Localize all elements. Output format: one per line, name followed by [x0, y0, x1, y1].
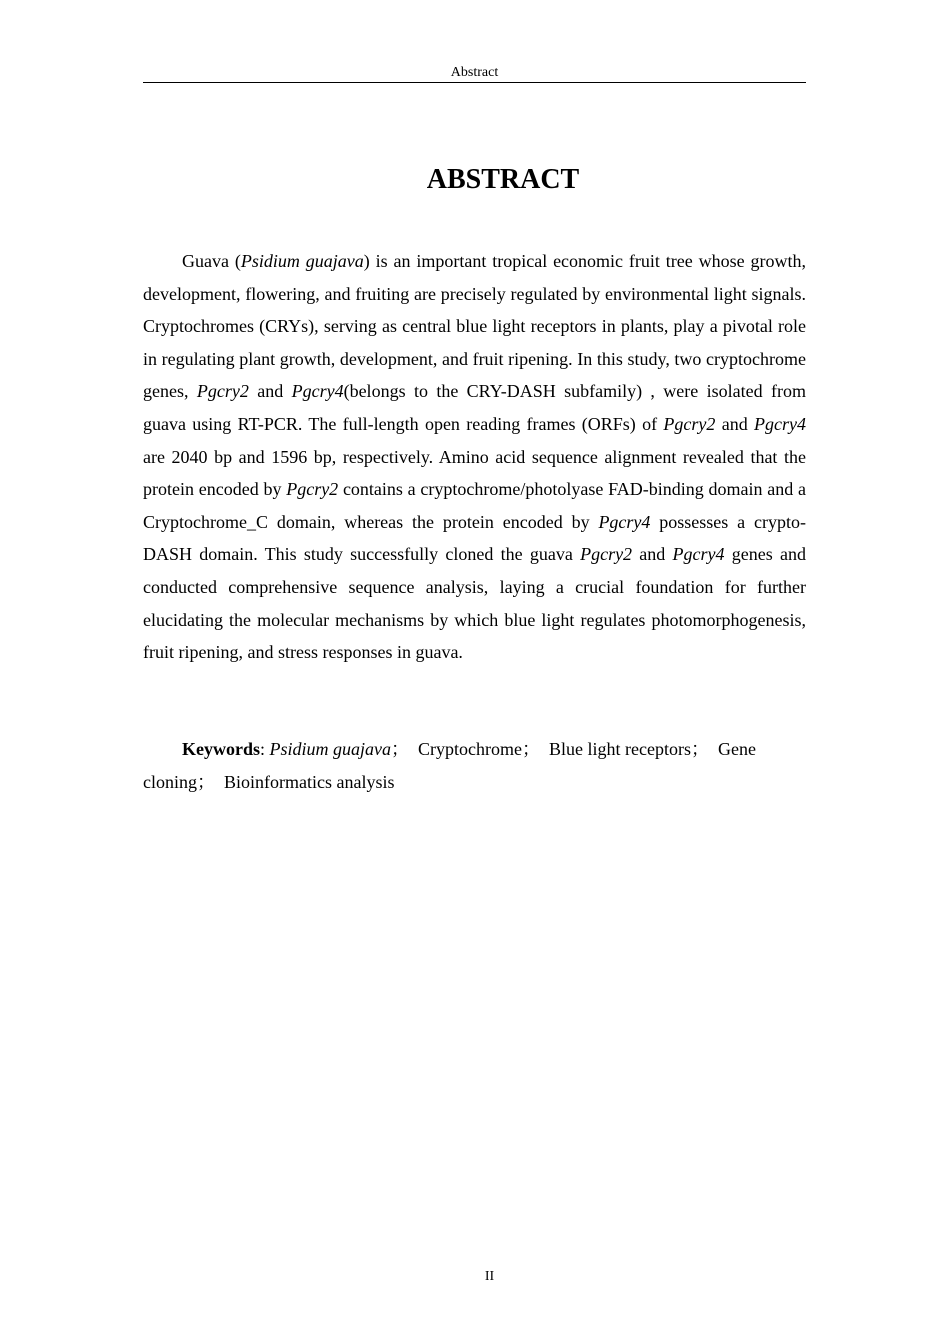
keywords-label: Keywords [182, 739, 260, 759]
abstract-text: contains a cryptochrome/photolyase FAD-binding domain and a Cryptochrome_C domain, whereas the protein encoded by [143, 479, 806, 532]
page-number: II [484, 1269, 495, 1284]
keywords-paragraph [143, 733, 806, 798]
gene-name: Pgcry4 [672, 544, 725, 565]
keyword-separator: ； [197, 771, 224, 792]
abstract-text: possesses a crypto-DASH domain. This study successfully cloned the guava [143, 511, 806, 565]
species-name: Psidium guajava [240, 251, 364, 271]
abstract-paragraph [143, 245, 806, 669]
abstract-text: ) is an important tropical economic fruit tree whose growth, development, flowering, and fruiting are precisely regulated by environmental light signals. Cryptochromes (CRYs), serving as central blue light receptors in plants, play a pivotal role in regulating plant growth, development, and fruit ripening. In this study, two cryptochrome genes, [143, 251, 806, 402]
abstract-text: are 2040 bp and 1596 bp, respectively. Amino acid sequence alignment revealed that the protein encoded by [143, 446, 806, 500]
gene-name: Pgcry2 [286, 479, 339, 500]
abstract-text: genes and conducted comprehensive sequence analysis, laying a crucial foundation for further elucidating the molecular mechanisms by which blue light regulates photomorphogenesis, fruit ripening, and stress responses in guava. [143, 544, 806, 663]
abstract-text: and [715, 413, 755, 434]
gene-name: Pgcry2 [663, 413, 716, 434]
gene-name: Pgcry4 [291, 381, 344, 402]
abstract-title: ABSTRACT [426, 164, 580, 195]
header-rule [143, 82, 806, 83]
abstract-text: and [248, 381, 292, 402]
gene-name: Pgcry4 [598, 511, 651, 532]
keyword-item: Blue light receptors [549, 739, 691, 759]
abstract-text: (belongs to the CRY-DASH subfamily) , were isolated from guava using RT-PCR. The full-length open reading frames (ORFs) of [143, 381, 807, 434]
gene-name: Pgcry2 [196, 381, 249, 402]
abstract-text: and [632, 544, 673, 565]
running-header: Abstract [450, 65, 499, 80]
keyword-separator: ； [690, 739, 718, 759]
keywords-colon: : [260, 739, 270, 759]
keyword-item: Psidium guajava [269, 739, 392, 759]
keyword-separator: ； [522, 739, 549, 759]
keyword-item: Bioinformatics analysis [224, 771, 395, 792]
keyword-item: Gene cloning [143, 739, 756, 792]
gene-name: Pgcry2 [580, 544, 633, 565]
gene-name: Pgcry4 [754, 413, 806, 434]
keyword-item: Cryptochrome [418, 739, 522, 759]
keyword-separator: ； [391, 739, 419, 759]
abstract-text: Guava ( [182, 251, 241, 271]
